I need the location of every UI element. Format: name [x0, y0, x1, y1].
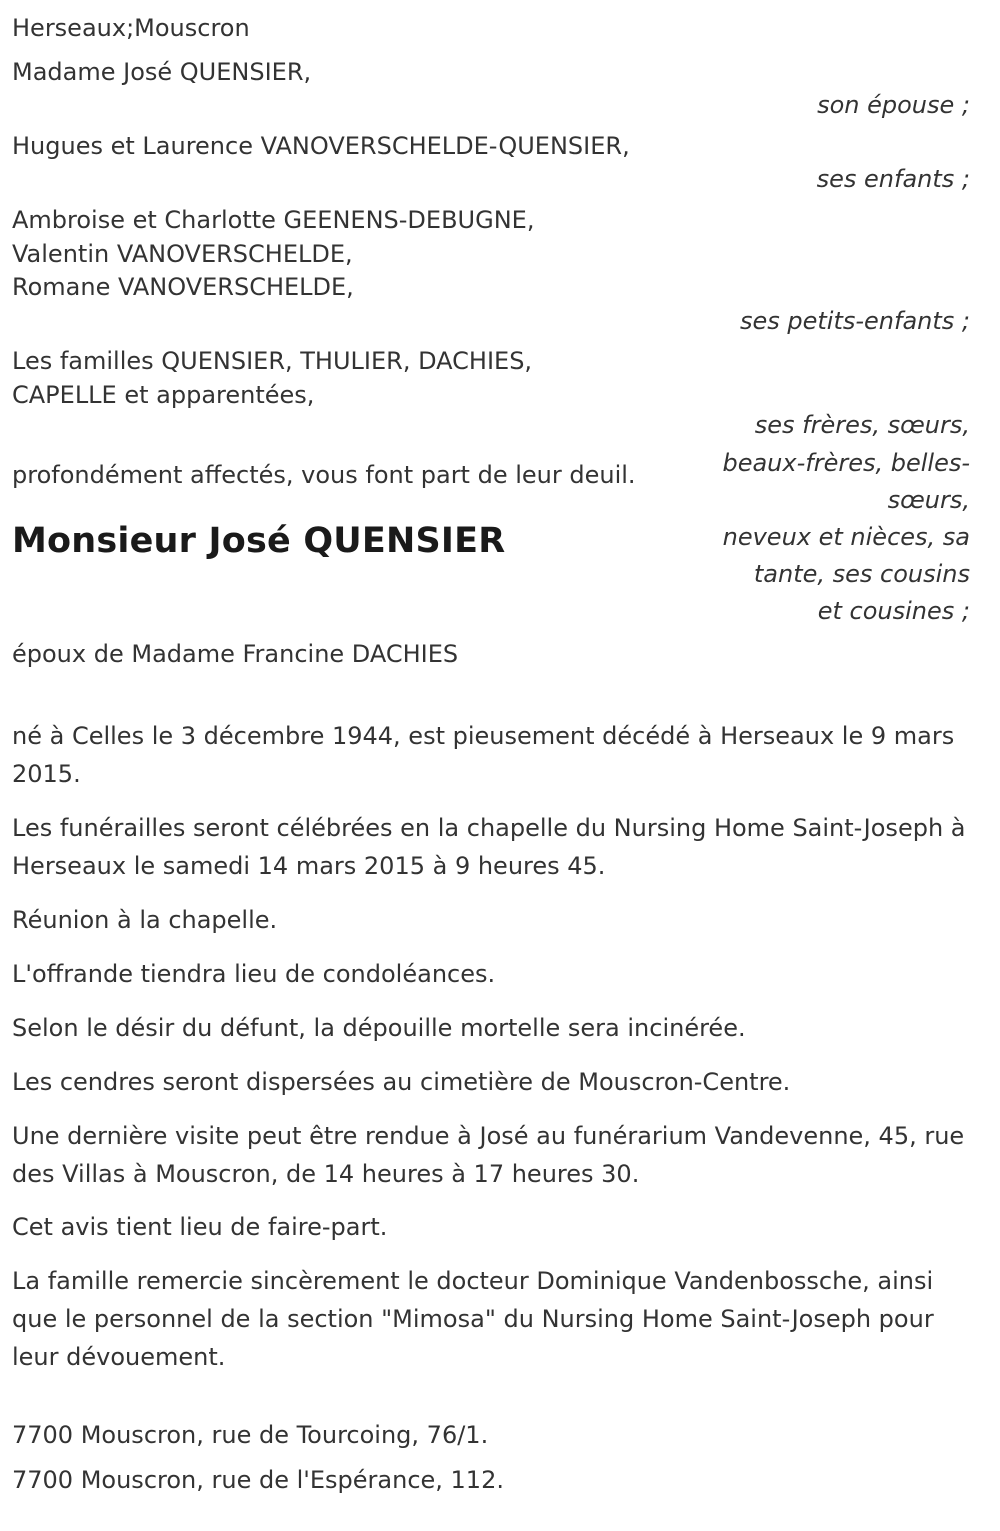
mourner-name: Hugues et Laurence VANOVERSCHELDE-QUENSIER,	[12, 131, 630, 160]
mourner-name: CAPELLE et apparentées,	[12, 380, 315, 409]
location-header: Herseaux;Mouscron	[12, 14, 250, 42]
addresses-section	[12, 1417, 970, 1500]
address-line: 7700 Mouscron, rue de l'Espérance, 112.	[12, 1465, 504, 1494]
notice-paragraph: Les funérailles seront célébrées en la chapelle du Nursing Home Saint-Joseph à Herseaux le samedi 14 mars 2015 à 9 heures 45.	[12, 814, 966, 881]
notice-paragraph: Selon le désir du défunt, la dépouille mortelle sera incinérée.	[12, 1013, 746, 1042]
relation-line: beaux-frères, belles-	[722, 448, 970, 477]
mourner-group-spouse	[12, 56, 970, 123]
mourner-group-children	[12, 130, 970, 197]
mourner-group-families	[12, 345, 970, 630]
mourner-name: Romane VANOVERSCHELDE,	[12, 273, 354, 302]
relation-label: ses petits-enfants ;	[739, 306, 970, 335]
relation-label: son épouse ;	[817, 91, 970, 120]
notice-paragraph: Une dernière visite peut être rendue à José au funérarium Vandevenne, 45, rue des Villas à Mouscron, de 14 heures à 17 heures 30.	[12, 1121, 965, 1188]
relation-line: tante, ses cousins	[753, 560, 970, 589]
mourner-name: Valentin VANOVERSCHELDE,	[12, 239, 353, 268]
mourner-name: Ambroise et Charlotte GEENENS-DEBUGNE,	[12, 205, 535, 234]
address-line: 7700 Mouscron, rue de Tourcoing, 76/1.	[12, 1421, 489, 1450]
relation-line: et cousines ;	[817, 597, 970, 626]
notice-paragraph: Cet avis tient lieu de faire-part.	[12, 1213, 388, 1242]
deuil-statement: profondément affectés, vous font part de leur deuil.	[12, 460, 636, 489]
notice-paragraph: La famille remercie sincèrement le docteur Dominique Vandenbossche, ainsi que le personnel de la section "Mimosa" du Nursing Home Saint-Joseph pour leur dévouement.	[12, 1267, 934, 1372]
mourner-group-grandchildren	[12, 204, 970, 338]
mourner-name: Madame José QUENSIER,	[12, 57, 312, 86]
families-and-announcement	[12, 345, 705, 562]
mourner-name: Les familles QUENSIER, THULIER, DACHIES,	[12, 347, 533, 376]
notice-paragraph: Les cendres seront dispersées au cimetière de Mouscron-Centre.	[12, 1067, 791, 1096]
relation-line: ses frères, sœurs,	[754, 411, 970, 440]
relation-label-long	[705, 407, 970, 630]
relation-line: neveux et nièces, sa	[722, 522, 970, 551]
relation-line: sœurs,	[887, 485, 970, 514]
notice-paragraph: L'offrande tiendra lieu de condoléances.	[12, 959, 496, 988]
mourners-section	[12, 56, 970, 631]
notice-body	[12, 718, 970, 1377]
deceased-name-heading: Monsieur José QUENSIER	[12, 521, 506, 562]
notice-paragraph: né à Celles le 3 décembre 1944, est pieusement décédé à Herseaux le 9 mars 2015.	[12, 722, 955, 789]
notice-paragraph: Réunion à la chapelle.	[12, 906, 278, 934]
spouse-line: époux de Madame Francine DACHIES	[12, 640, 459, 669]
relation-label: ses enfants ;	[816, 165, 970, 194]
